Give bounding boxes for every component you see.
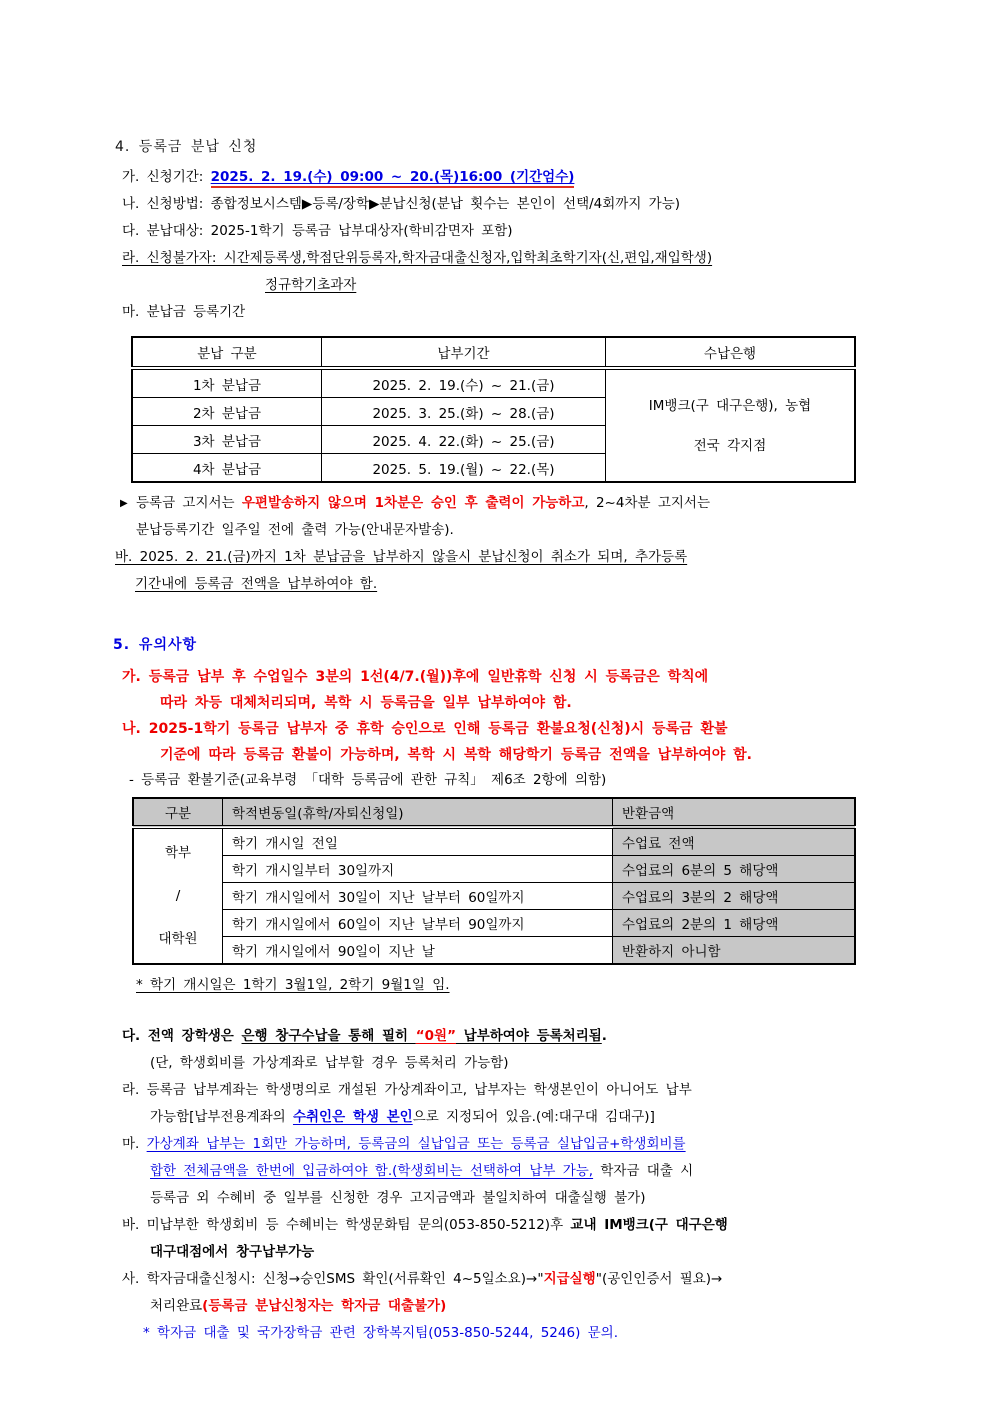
note-ma-line3: 등록금 외 수혜비 중 일부를 신청한 경우 고지금액과 불일치하여 대출실행 불가): [150, 1190, 646, 1206]
note-ra-line2: 가능함[납부전용계좌의 수취인은 학생 본인으로 지정되어 있음.(예:대구대 김대구)]: [150, 1109, 655, 1125]
section5-item-na-line2: 기준에 따라 등록금 환불이 가능하며, 복학 시 복학 해당학기 등록금 전액을 납부하여야 함.: [160, 747, 752, 763]
col-header-change-date: 학적변동일(휴학/자퇴신청일): [223, 798, 613, 827]
col-header-installment: 분납 구분: [132, 337, 322, 368]
table-row: [133, 883, 855, 910]
installment-label: 2차 분납금: [132, 398, 322, 426]
note-da-line1: 다. 전액 장학생은 은행 창구수납을 통해 필히 “0원” 납부하여야 등록처리됨.: [122, 1028, 607, 1044]
refund-standard-table: [132, 797, 856, 965]
installment-schedule-table: [131, 336, 856, 483]
section4-title: 4. 등록금 분납 신청: [115, 139, 258, 155]
section4-item-ga: [122, 164, 952, 191]
application-period-label: 가. 신청기간:: [122, 169, 211, 185]
change-date-cell: 학기 개시일에서 30일이 지난 날부터 60일까지: [223, 883, 613, 910]
table-row: [133, 856, 855, 883]
col-header-refund-amount: 반환금액: [613, 798, 856, 827]
section4-item-ba-line2: 기간내에 등록금 전액을 납부하여야 함.: [135, 576, 378, 592]
installment-period: 2025. 4. 22.(화) ~ 25.(금): [322, 426, 606, 454]
application-period-value: 2025. 2. 19.(수) 09:00 ~ 20.(목)16:00 (기간엄수): [211, 169, 575, 188]
refund-amount-cell: 수업료의 6분의 5 해당액: [613, 856, 856, 883]
table-row: [133, 937, 855, 965]
no-loan-highlight: (등록금 분납신청자는 학자금 대출불가): [202, 1298, 447, 1314]
installment-period: 2025. 3. 25.(화) ~ 28.(금): [322, 398, 606, 426]
spacer: [115, 997, 952, 1023]
table-header-row: [133, 798, 855, 827]
refund-amount-cell: 수업료의 3분의 2 해당액: [613, 883, 856, 910]
triangle-bullet-icon: ▶: [120, 498, 128, 509]
bill-notice-red: 우편발송하지 않으며 1차분은 승인 후 출력이 가능하고: [241, 495, 585, 511]
note-ba-line2: 대구대점에서 창구납부가능: [150, 1244, 315, 1260]
zero-won-highlight: “0원”: [415, 1028, 456, 1044]
category-group-cell: 학부 / 대학원: [133, 827, 223, 964]
note-sa-line2: 처리완료(등록금 분납신청자는 학자금 대출불가): [150, 1298, 447, 1314]
section5-item-na-line1: 나. 2025-1학기 등록금 납부자 중 휴학 승인으로 인해 등록금 환불요청(신청)시 등록금 환불: [122, 721, 728, 737]
section4-item-na: 나. 신청방법: 종합정보시스템▶등록/장학▶분납신청(분납 횟수는 본인이 선택/4회까지 가능): [122, 196, 681, 212]
table-row: [132, 368, 855, 398]
installment-label: 1차 분납금: [132, 368, 322, 398]
change-date-cell: 학기 개시일부터 30일까지: [223, 856, 613, 883]
refund-rule-reference: - 등록금 환불기준(교육부령 「대학 등록금에 관한 규칙」 제6조 2항에 의함): [129, 772, 607, 788]
section4-item-ma: 마. 분납금 등록기간: [122, 304, 246, 320]
section5-item-ga-line1: 가. 등록금 납부 후 수업일수 3분의 1선(4/7.(월))후에 일반휴학 신청 시 등록금은 학칙에: [122, 669, 709, 685]
note-ra-line1: 라. 등록금 납부계좌는 학생명의로 개설된 가상계좌이고, 납부자는 학생본인이 아니어도 납부: [122, 1082, 692, 1098]
section4-item-ra-line1: 라. 신청불가자: 시간제등록생,학점단위등록자,학자금대출신청자,입학최초학기자(신,편입,재입학생): [122, 250, 713, 266]
semester-start-note: * 학기 개시일은 1학기 3월1일, 2학기 9월1일 임.: [136, 977, 450, 993]
installment-period: 2025. 2. 19.(수) ~ 21.(금): [322, 368, 606, 398]
section4-item-da: 다. 분납대상: 2025-1학기 등록금 납부대상자(학비감면자 포함): [122, 223, 513, 239]
note-ma-line1: 마. 가상계좌 납부는 1회만 가능하며, 등록금의 실납입금 또는 등록금 실납입금+학생회비를: [122, 1136, 686, 1152]
refund-amount-cell: 반환하지 아니함: [613, 937, 856, 965]
refund-amount-cell: 수업료 전액: [613, 827, 856, 856]
payee-highlight: 수취인은 학생 본인: [292, 1109, 413, 1125]
bank-cell: [606, 368, 856, 482]
note-sa-line1: 사. 학자금대출신청시: 신청→승인SMS 확인(서류확인 4~5일소요)→"지급실행"(공인인증서 필요)→: [122, 1271, 723, 1287]
change-date-cell: 학기 개시일 전일: [223, 827, 613, 856]
note-da-line2: (단, 학생회비를 가상계좌로 납부할 경우 등록처리 가능함): [150, 1055, 509, 1071]
bank-line1: IM뱅크(구 대구은행), 농협: [648, 397, 812, 414]
installment-label: 3차 분납금: [132, 426, 322, 454]
refund-amount-cell: 수업료의 2분의 1 해당액: [613, 910, 856, 937]
section4-item-ba-line1: 바. 2025. 2. 21.(금)까지 1차 분납금을 납부하지 않을시 분납신청이 취소가 되며, 추가등록: [115, 549, 688, 565]
table-header-row: [132, 337, 855, 368]
col-header-bank: 수납은행: [606, 337, 856, 368]
col-header-period: 납부기간: [322, 337, 606, 368]
table-row: [133, 910, 855, 937]
section5-item-ga-line2: 따라 차등 대체처리되며, 복학 시 등록금을 일부 납부하여야 함.: [160, 695, 572, 711]
bill-notice-line1: ▶ 등록금 고지서는 우편발송하지 않으며 1차분은 승인 후 출력이 가능하고, 2~4차분 고지서는: [120, 490, 952, 517]
section4-item-ra-line2: 정규학기초과자: [265, 277, 357, 293]
scholarship-contact-note: * 학자금 대출 및 국가장학금 관련 장학복지팀(053-850-5244, 5246) 문의.: [143, 1325, 619, 1341]
change-date-cell: 학기 개시일에서 60일이 지난 날부터 90일까지: [223, 910, 613, 937]
col-header-category: 구분: [133, 798, 223, 827]
installment-period: 2025. 5. 19.(월) ~ 22.(목): [322, 454, 606, 483]
section5-title: 5. 유의사항: [113, 637, 198, 653]
installment-label: 4차 분납금: [132, 454, 322, 483]
bank-line2: 전국 각지점: [693, 437, 767, 454]
payout-highlight: 지급실행: [543, 1271, 596, 1287]
change-date-cell: 학기 개시일에서 90일이 지난 날: [223, 937, 613, 965]
note-ba-line1: 바. 미납부한 학생회비 등 수혜비는 학생문화팀 문의(053-850-5212)후 교내 IM뱅크(구 대구은행: [122, 1217, 728, 1233]
bill-notice-line2: 분납등록기간 일주일 전에 출력 가능(안내문자발송).: [136, 522, 454, 538]
note-ma-line2: 합한 전체금액을 한번에 입금하여야 함.(학생회비는 선택하여 납부 가능, 학자금 대출 시: [150, 1163, 694, 1179]
bank-counter-highlight: 교내 IM뱅크(구 대구은행: [570, 1217, 728, 1233]
table-row: [133, 827, 855, 856]
